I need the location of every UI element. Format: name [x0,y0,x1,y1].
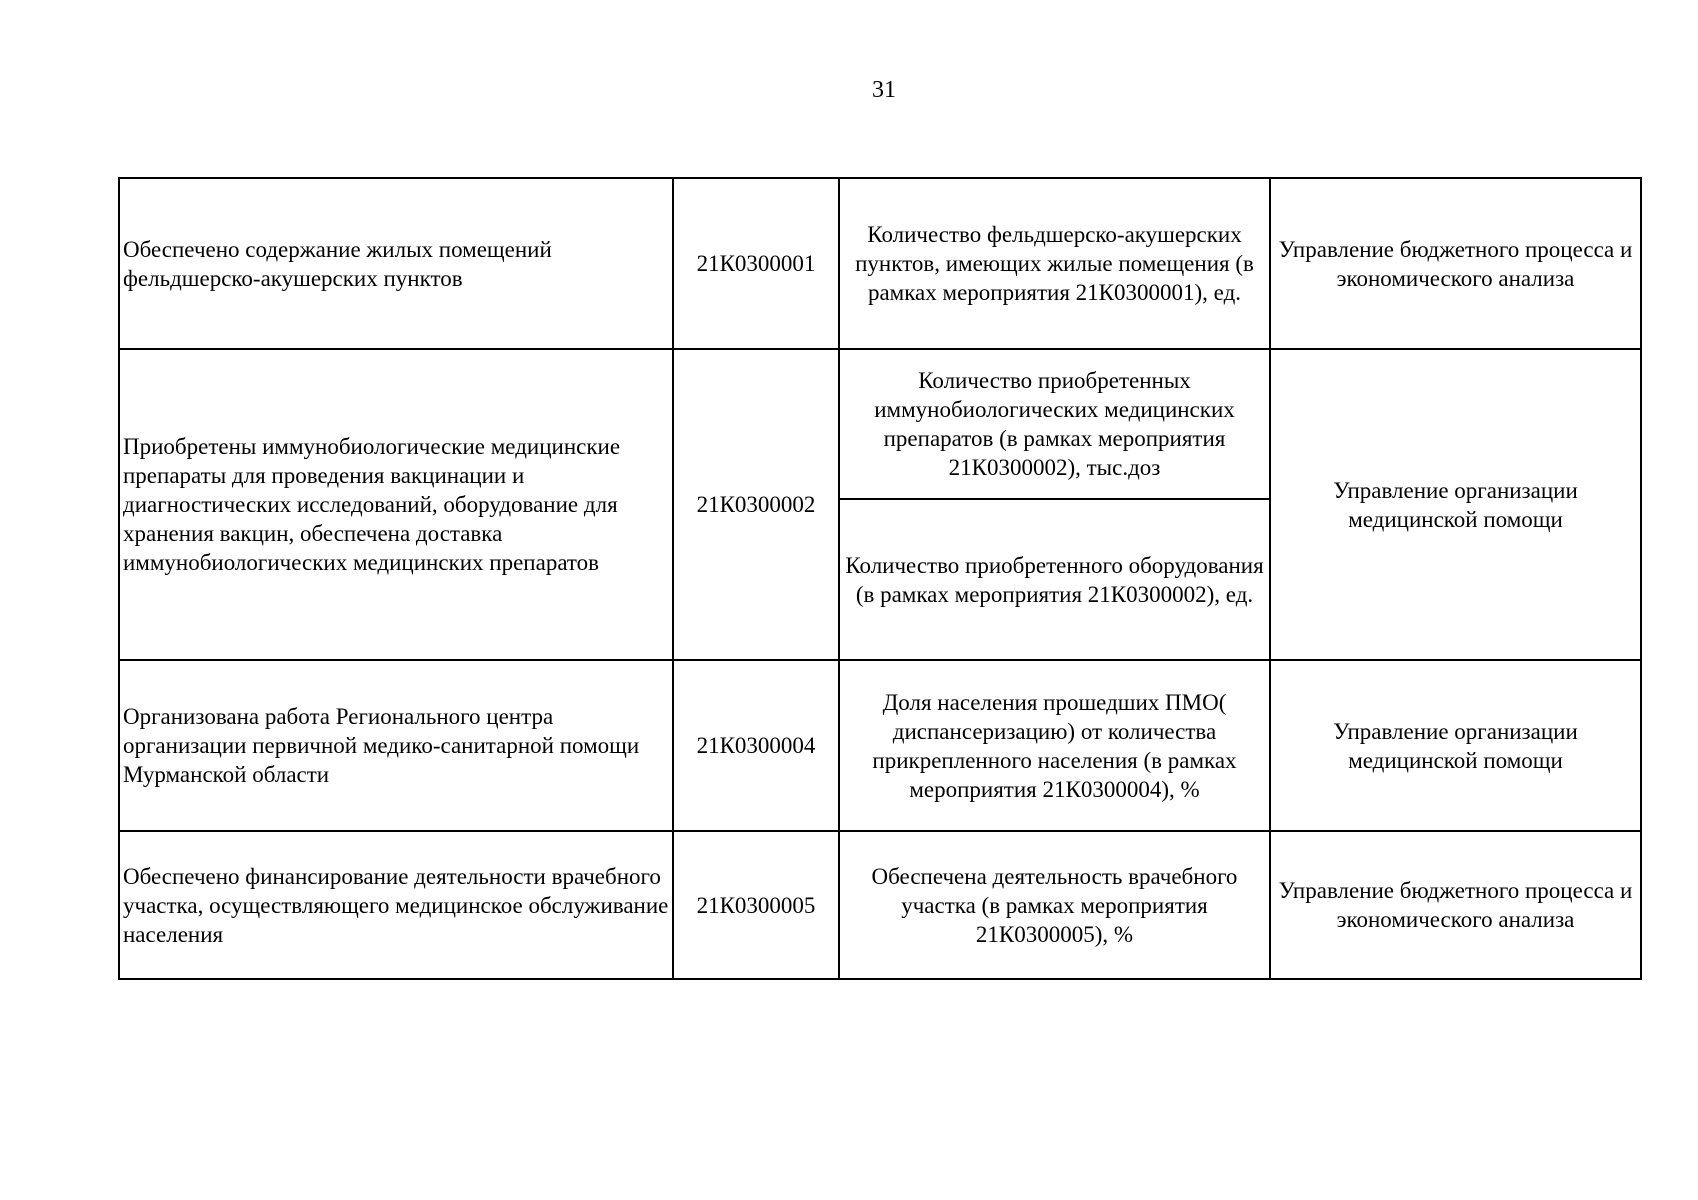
responsible-cell: Управление организации медицинской помощи [1270,660,1641,831]
indicator-cell: Количество приобретенного оборудования (в рамках мероприятия 21К0300002), ед. [839,499,1270,660]
code-cell: 21К0300005 [673,831,839,979]
indicator-cell: Обеспечена деятельность врачебного участка (в рамках мероприятия 21К0300005), % [839,831,1270,979]
responsible-cell: Управление бюджетного процесса и экономического анализа [1270,178,1641,349]
code-cell: 21К0300004 [673,660,839,831]
page-number: 31 [872,77,896,103]
event-cell: Организована работа Регионального центра организации первичной медико-санитарной помощи Мурманской области [119,660,673,831]
responsible-cell: Управление организации медицинской помощи [1270,349,1641,660]
code-cell: 21К0300001 [673,178,839,349]
table-row [119,178,1641,349]
event-cell: Обеспечено содержание жилых помещений фельдшерско-акушерских пунктов [119,178,673,349]
event-cell: Обеспечено финансирование деятельности врачебного участка, осуществляющего медицинское обслуживание населения [119,831,673,979]
code-cell: 21К0300002 [673,349,839,660]
table-row [119,349,1641,499]
results-table [118,177,1642,980]
indicator-cell: Количество приобретенных иммунобиологических медицинских препаратов (в рамках мероприятия 21К0300002), тыс.доз [839,349,1270,499]
event-cell: Приобретены иммунобиологические медицинские препараты для проведения вакцинации и диагностических исследований, оборудование для хранения вакцин, обеспечена доставка иммунобиологических медицинских препаратов [119,349,673,660]
table-row [119,660,1641,831]
indicator-cell: Количество фельдшерско-акушерских пунктов, имеющих жилые помещения (в рамках мероприятия 21К0300001), ед. [839,178,1270,349]
indicator-cell: Доля населения прошедших ПМО( диспансеризацию) от количества прикрепленного населения (в рамках мероприятия 21К0300004), % [839,660,1270,831]
table-row [119,831,1641,979]
responsible-cell: Управление бюджетного процесса и экономического анализа [1270,831,1641,979]
